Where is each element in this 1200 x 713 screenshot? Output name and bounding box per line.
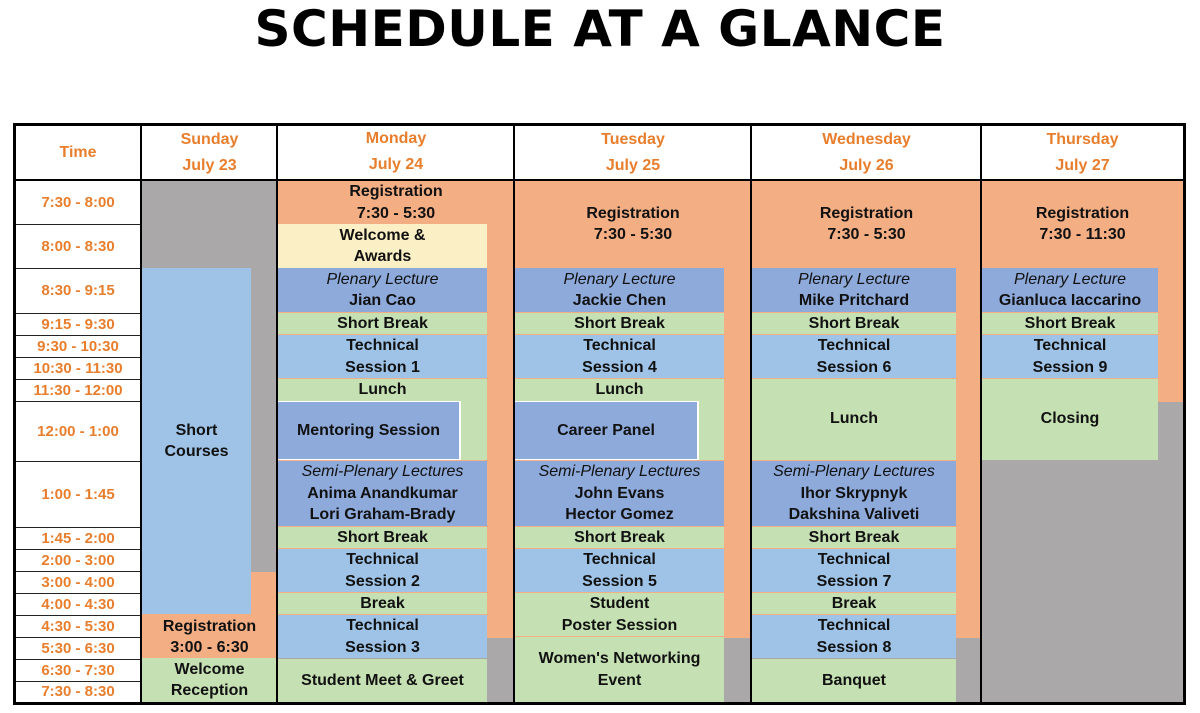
- thursday-registration: Registration 7:30 - 11:30: [1035, 204, 1130, 243]
- tuesday-technical-session-4: Technical Session 4: [515, 335, 724, 378]
- sunday-welcome-reception: Welcome Reception: [142, 658, 277, 702]
- time-slot: 4:30 - 5:30: [41, 617, 115, 635]
- page-title: SCHEDULE AT A GLANCE: [254, 0, 946, 58]
- tuesday-lunch: Lunch: [595, 381, 644, 399]
- tuesday-plenary-lecture: Plenary Lecture Jackie Chen: [515, 268, 724, 312]
- time-slot: 6:30 - 7:30: [41, 661, 115, 679]
- tuesday-short-break-1: Short Break: [515, 313, 724, 334]
- column-divider: [750, 126, 752, 702]
- tuesday-registration: Registration 7:30 - 5:30: [586, 204, 680, 243]
- time-row-divider: [16, 549, 140, 550]
- tuesday-womens-networking: Women's Networking Event: [515, 637, 724, 702]
- day-header-sunday: Sunday July 23: [180, 131, 239, 174]
- monday-technical-session-1: Technical Session 1: [278, 335, 487, 378]
- time-slot: 8:00 - 8:30: [41, 237, 115, 255]
- time-slot: 4:00 - 4:30: [41, 595, 115, 613]
- time-row-divider: [16, 357, 140, 358]
- monday-registration: Registration 7:30 - 5:30: [349, 183, 443, 222]
- tuesday-short-break-2: Short Break: [515, 527, 724, 548]
- tuesday-career-panel: Career Panel: [515, 401, 699, 460]
- monday-mentoring-session: Mentoring Session: [278, 401, 461, 460]
- tuesday-technical-session-5: Technical Session 5: [515, 549, 724, 592]
- time-header: Time: [59, 144, 97, 161]
- monday-plenary-lecture: Plenary Lecture Jian Cao: [278, 268, 487, 312]
- sunday-registration: Registration 3:00 - 6:30: [162, 617, 257, 656]
- wednesday-technical-session-7: Technical Session 7: [752, 549, 956, 592]
- header-divider: [16, 179, 1183, 181]
- time-row-divider: [16, 659, 140, 660]
- wednesday-plenary-lecture: Plenary Lecture Mike Pritchard: [752, 268, 956, 312]
- time-row-divider: [16, 224, 140, 225]
- wednesday-lunch: Lunch: [752, 379, 956, 460]
- time-slot: 2:00 - 3:00: [41, 551, 115, 569]
- time-row-divider: [16, 527, 140, 528]
- monday-short-break-2: Short Break: [278, 527, 487, 548]
- thursday-short-break: Short Break: [982, 313, 1158, 334]
- monday-break: Break: [278, 593, 487, 614]
- time-row-divider: [16, 461, 140, 462]
- monday-student-meet-greet: Student Meet & Greet: [278, 659, 487, 702]
- time-slot: 1:00 - 1:45: [41, 485, 115, 503]
- time-slot: 10:30 - 11:30: [33, 359, 123, 377]
- wednesday-banquet: Banquet: [752, 659, 956, 702]
- day-header-monday: Monday July 24: [365, 130, 427, 173]
- time-row-divider: [16, 681, 140, 682]
- time-slot: 9:15 - 9:30: [41, 315, 115, 333]
- sunday-short-courses: Short Courses: [142, 268, 251, 614]
- wednesday-short-break-1: Short Break: [752, 313, 956, 334]
- time-row-divider: [16, 379, 140, 380]
- wednesday-registration: Registration 7:30 - 5:30: [819, 204, 914, 243]
- column-divider: [513, 126, 515, 702]
- time-row-divider: [16, 401, 140, 402]
- time-slot: 11:30 - 12:00: [33, 381, 123, 399]
- day-header-thursday: Thursday July 27: [1046, 131, 1119, 174]
- monday-semi-plenary: Semi-Plenary Lectures Anima Anandkumar Lori Graham-Brady: [278, 461, 487, 526]
- day-header-tuesday: Tuesday July 25: [601, 131, 665, 174]
- thursday-closing: Closing: [982, 379, 1158, 460]
- time-slot: 7:30 - 8:30: [41, 683, 115, 700]
- time-slot: 12:00 - 1:00: [37, 422, 119, 440]
- column-divider: [140, 126, 142, 702]
- wednesday-short-break-2: Short Break: [752, 527, 956, 548]
- time-slot: 5:30 - 6:30: [41, 639, 115, 657]
- wednesday-technical-session-8: Technical Session 8: [752, 615, 956, 658]
- monday-lunch: Lunch: [358, 381, 407, 399]
- time-row-divider: [16, 313, 140, 314]
- time-row-divider: [16, 615, 140, 616]
- time-row-divider: [16, 335, 140, 336]
- time-slot: 1:45 - 2:00: [41, 529, 115, 547]
- time-slot: 9:30 - 10:30: [37, 337, 119, 355]
- time-row-divider: [16, 571, 140, 572]
- time-slot: 3:00 - 4:00: [41, 573, 115, 591]
- thursday-technical-session-9: Technical Session 9: [982, 335, 1158, 378]
- column-divider: [980, 126, 982, 702]
- column-divider: [276, 126, 278, 702]
- time-row-divider: [16, 637, 140, 638]
- time-slot: 7:30 - 8:00: [41, 194, 115, 211]
- time-row-divider: [16, 593, 140, 594]
- monday-technical-session-2: Technical Session 2: [278, 549, 487, 592]
- monday-short-break-1: Short Break: [278, 313, 487, 334]
- wednesday-semi-plenary: Semi-Plenary Lectures Ihor Skrypnyk Dakshina Valiveti: [752, 461, 956, 526]
- wednesday-break: Break: [752, 593, 956, 614]
- monday-technical-session-3: Technical Session 3: [278, 615, 487, 658]
- monday-welcome-awards: Welcome & Awards: [278, 224, 487, 268]
- time-slot: 8:30 - 9:15: [41, 282, 115, 299]
- tuesday-student-poster-session: Student Poster Session: [515, 593, 724, 636]
- wednesday-technical-session-6: Technical Session 6: [752, 335, 956, 378]
- time-row-divider: [16, 268, 140, 269]
- tuesday-semi-plenary: Semi-Plenary Lectures John Evans Hector Gomez: [515, 461, 724, 526]
- thursday-plenary-lecture: Plenary Lecture Gianluca Iaccarino: [982, 268, 1158, 312]
- schedule-grid: [13, 123, 1186, 705]
- day-header-wednesday: Wednesday July 26: [822, 131, 911, 174]
